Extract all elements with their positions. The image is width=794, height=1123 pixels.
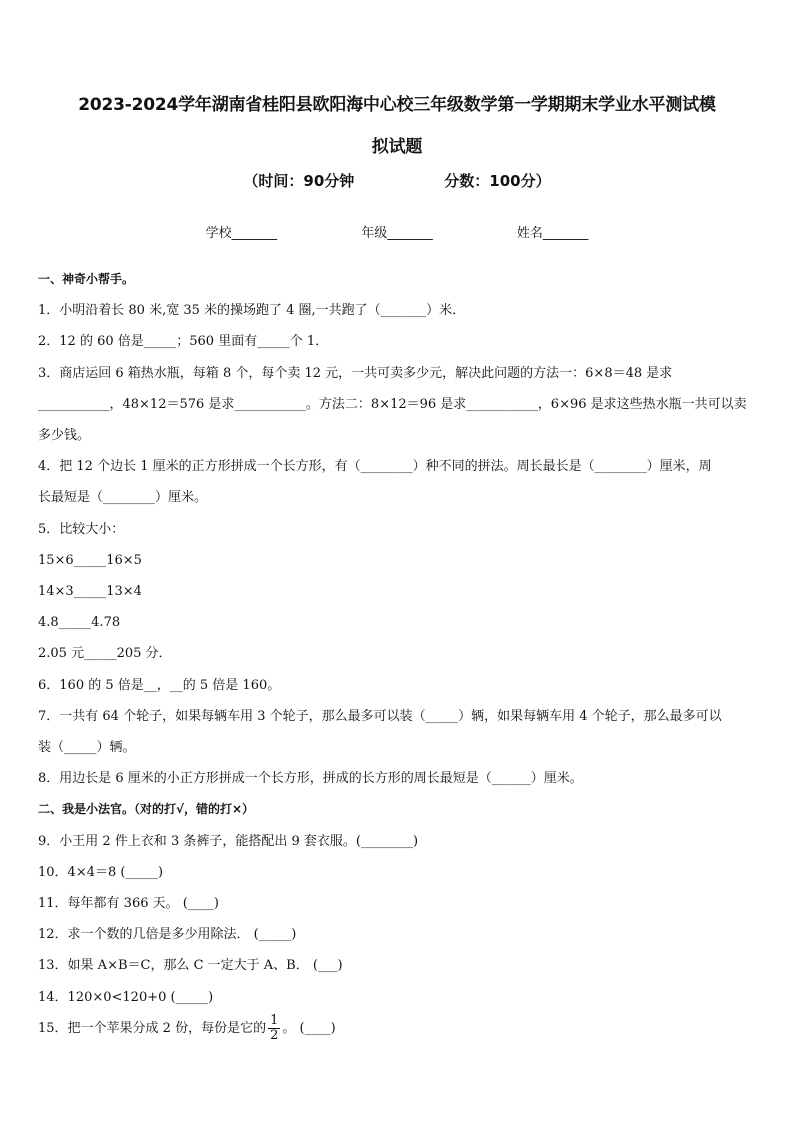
question-12: 12．求一个数的几倍是多少用除法． (_____) bbox=[38, 927, 297, 943]
question-13: 13．如果 A×B＝C，那么 C 一定大于 A、B． (___) bbox=[38, 958, 343, 974]
question-5: 5．比较大小： bbox=[38, 521, 125, 537]
fraction-one-half bbox=[268, 1014, 280, 1043]
question-1: 1．小明沿着长 80 米,宽 35 米的操场跑了 4 圈,一共跑了（_______）米． bbox=[38, 303, 466, 319]
question-5-item-1: 15×6_____16×5 bbox=[38, 552, 142, 568]
question-9: 9．小王用 2 件上衣和 3 条裤子，能搭配出 9 套衣服。(________) bbox=[38, 833, 419, 849]
section-2-heading: 二、我是小法官。（对的打√，错的打×） bbox=[38, 802, 255, 817]
section-1-heading: 一、神奇小帮手。 bbox=[38, 272, 135, 286]
question-5-item-2: 14×3_____13×4 bbox=[38, 584, 142, 600]
school-field: 学校_______ bbox=[205, 226, 278, 241]
question-14: 14．120×0<120+0 (_____) bbox=[38, 989, 214, 1005]
question-7-line-2: 装（_____）辆。 bbox=[38, 740, 136, 756]
question-5-item-3: 4.8_____4.78 bbox=[38, 615, 121, 631]
grade-field: 年级_______ bbox=[361, 226, 433, 241]
question-4-line-1: 4．把 12 个边长 1 厘米的正方形拼成一个长方形，有（________）种不同的拼法。周长最长是（________）厘米，周 bbox=[38, 459, 712, 475]
question-15 bbox=[38, 1013, 760, 1044]
title-line-1: 2023-2024学年湖南省桂阳县欧阳海中心校三年级数学第一学期期末学业水平测试模 bbox=[78, 95, 716, 115]
name-field: 姓名_______ bbox=[516, 226, 589, 241]
question-5-item-4: 2.05 元_____205 分． bbox=[38, 646, 172, 662]
title-line-2: 拟试题 bbox=[371, 137, 423, 157]
student-info bbox=[0, 222, 794, 241]
exam-meta bbox=[0, 170, 794, 191]
exam-title bbox=[30, 84, 764, 168]
question-3-line-1: 3．商店运回 6 箱热水瓶，每箱 8 个，每个卖 12 元，一共可卖多少元，解决此问题的方法一：6×8＝48 是求 bbox=[38, 365, 673, 381]
fraction-denominator: 2 bbox=[270, 1027, 279, 1043]
question-10: 10．4×4＝8 (_____) bbox=[38, 864, 164, 880]
question-8: 8．用边长是 6 厘米的小正方形拼成一个长方形，拼成的长方形的周长最短是（______）厘米。 bbox=[38, 771, 583, 787]
exam-score: 分数：100分） bbox=[444, 172, 551, 190]
question-6: 6．160 的 5 倍是__，__的 5 倍是 160。 bbox=[38, 677, 281, 693]
question-3-line-2: ___________，48×12＝576 是求___________。方法二：8×12＝96 是求___________，6×96 是求这些热水瓶一共可以卖 bbox=[38, 396, 747, 412]
exam-content bbox=[38, 264, 760, 1044]
fraction-numerator: 1 bbox=[270, 1012, 279, 1028]
question-11: 11．每年都有 366 天。 (____) bbox=[38, 896, 219, 912]
question-15-answer: 。 (____) bbox=[282, 1020, 336, 1036]
question-2: 2．12 的 60 倍是_____；560 里面有_____个 1． bbox=[38, 334, 329, 350]
question-4-line-2: 长最短是（________）厘米。 bbox=[38, 490, 208, 506]
question-3-line-3: 多少钱。 bbox=[38, 428, 91, 444]
question-7-line-1: 7．一共有 64 个轮子，如果每辆车用 3 个轮子，那么最多可以装（_____）辆，如果每辆车用 4 个轮子，那么最多可以 bbox=[38, 708, 722, 724]
question-15-text: 15．把一个苹果分成 2 份，每份是它的 bbox=[38, 1020, 267, 1036]
exam-time: （时间：90分钟 bbox=[243, 172, 355, 190]
